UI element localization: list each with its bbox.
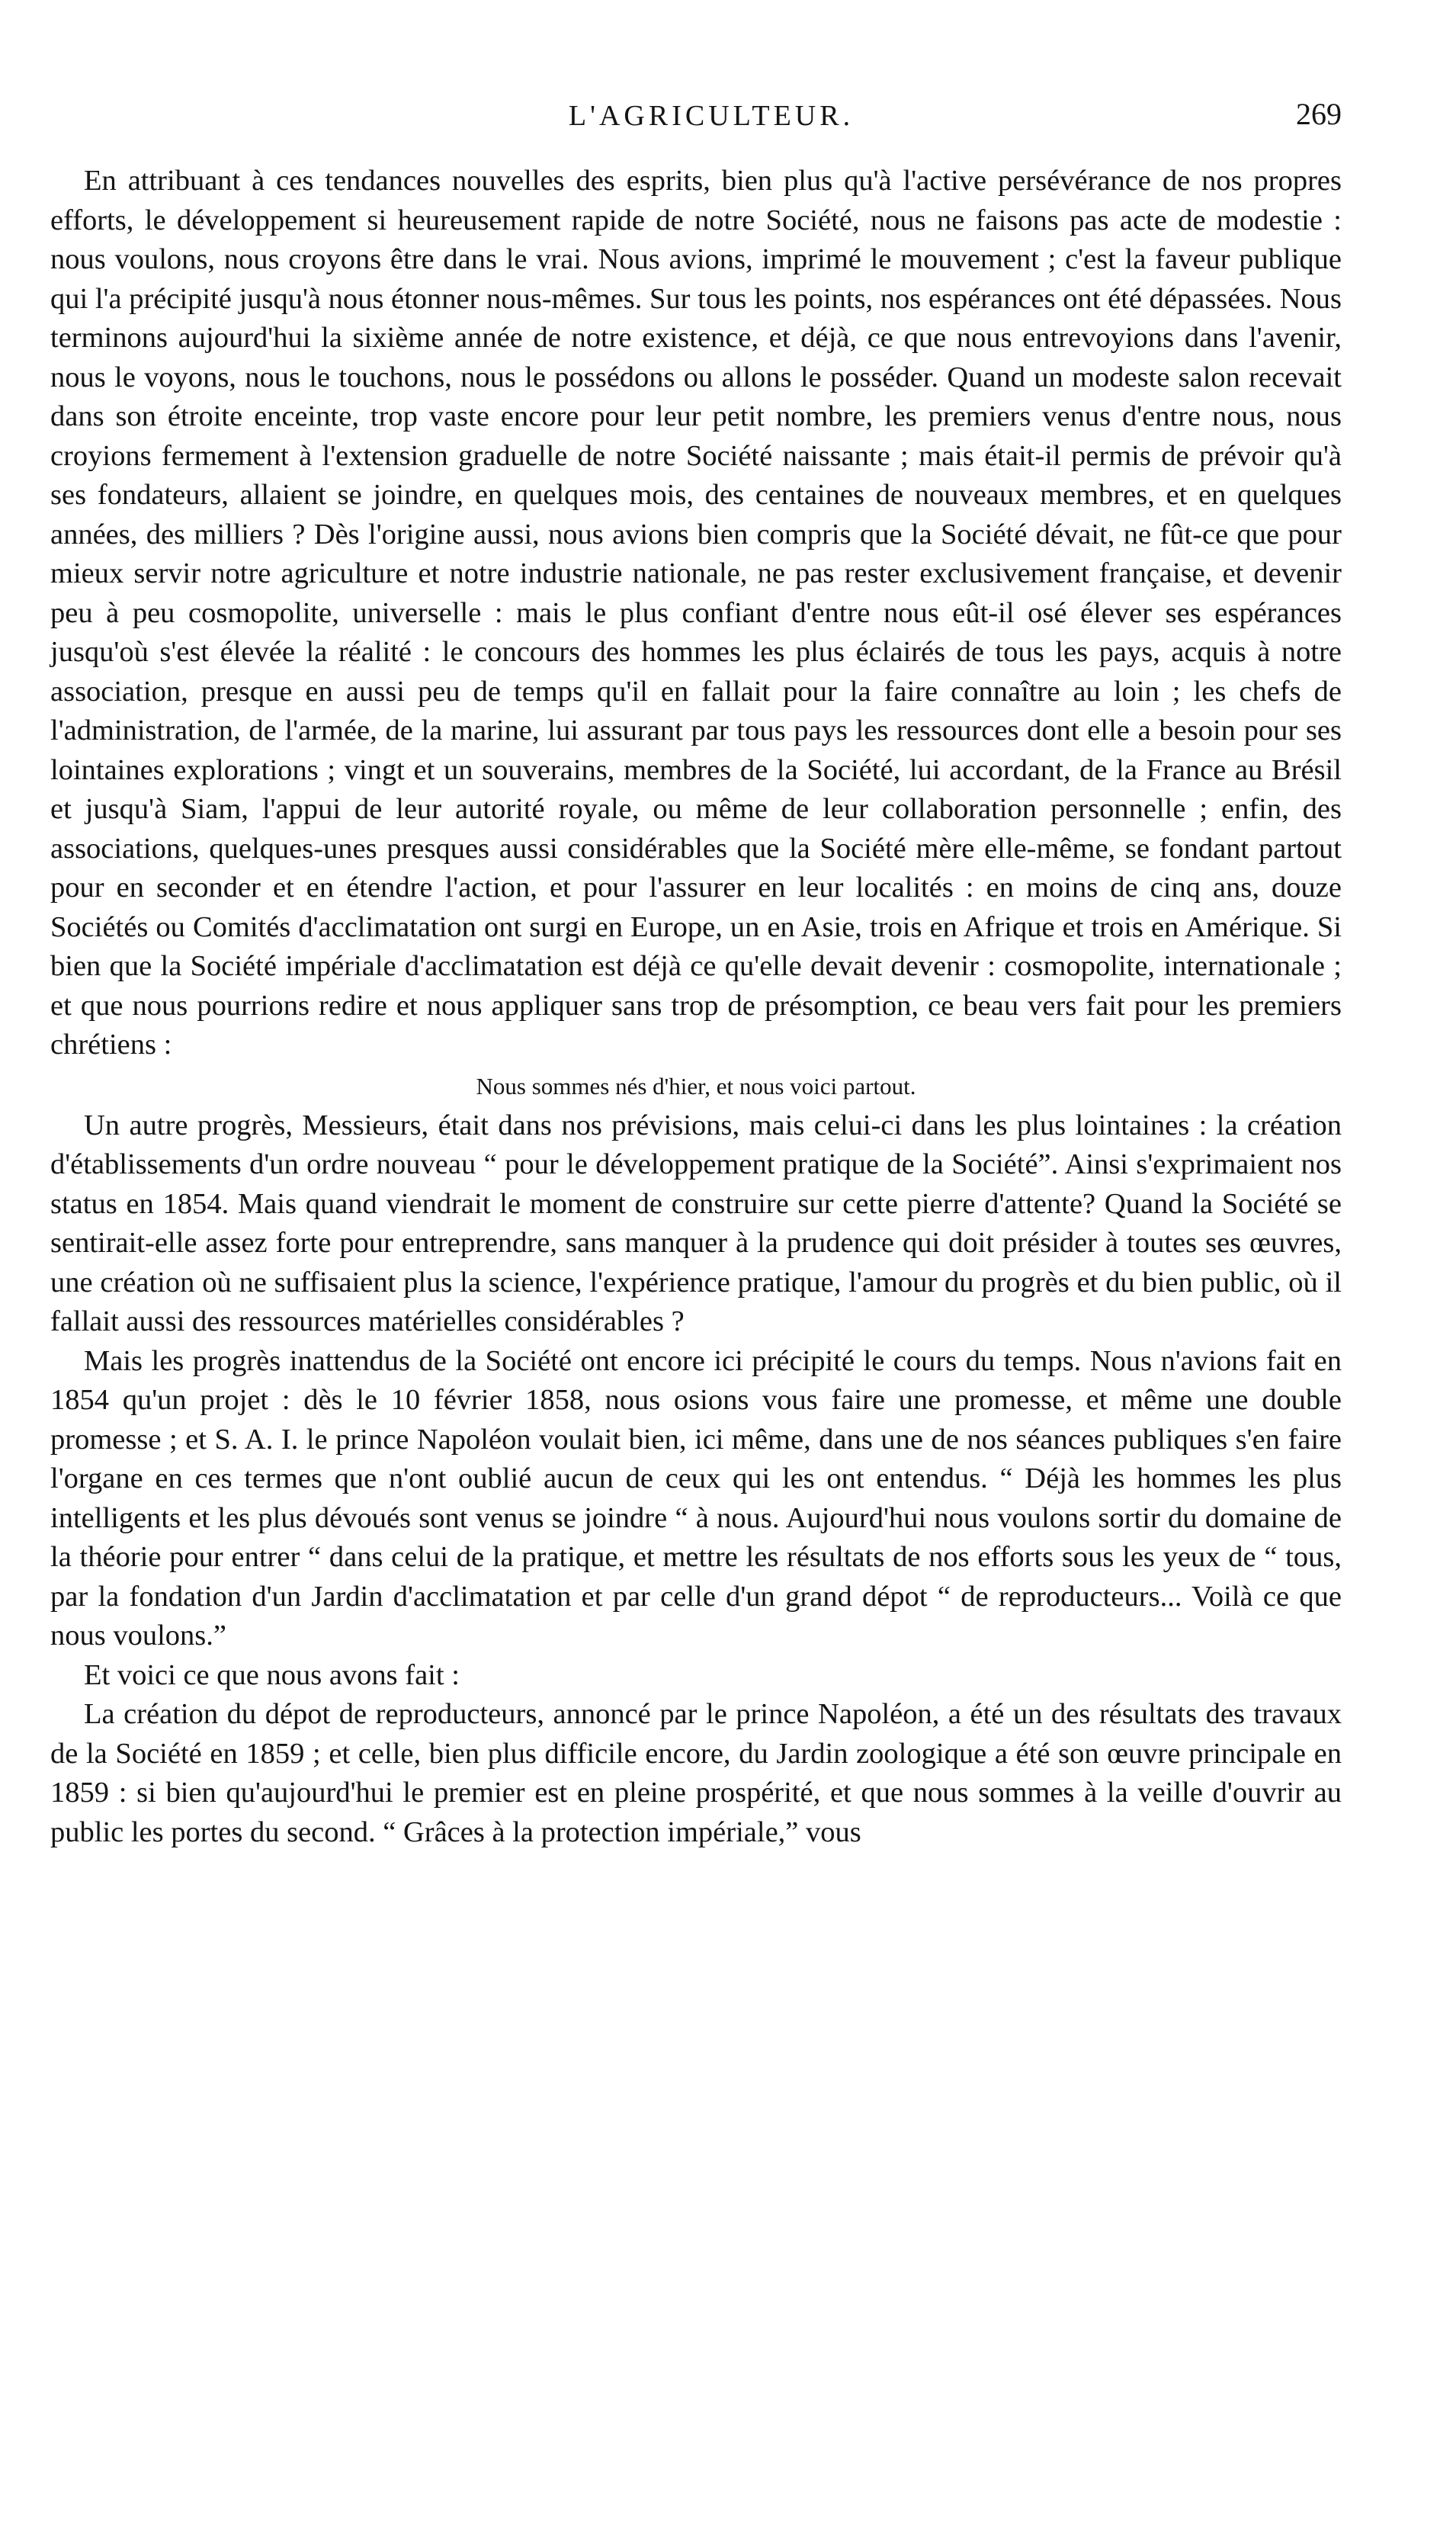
paragraph: En attribuant à ces tendances nouvelles des esprits, bien plus qu'à l'active persévérance de nos propres efforts, le développement si heureusement rapide de notre Société, nous ne faisons pas acte de modestie : nous voulons, nous croyons être dans le vrai. Nous avions, imprimé le mouvement ; c'est la faveur publique qui l'a précipité jusqu'à nous étonner nous-mêmes. Sur tous les points, nos espérances ont été dépassées. Nous terminons aujourd'hui la sixième année de notre existence, et déjà, ce que nous entrevoyions dans l'avenir, nous le voyons, nous le touchons, nous le possédons ou allons le posséder. Quand un modeste salon recevait dans son étroite enceinte, trop vaste encore pour leur petit nombre, les premiers venus d'entre nous, nous croyions fermement à l'extension graduelle de notre Société naissante ; mais était-il permis de prévoir qu'à ses fondateurs, allaient se joindre, en quelques mois, des centaines de nouveaux membres, et en quelques années, des milliers ? Dès l'origine aussi, nous avions bien compris que la Société dévait, ne fût-ce que pour mieux servir notre agriculture et notre industrie nationale, ne pas rester exclusivement française, et devenir peu à peu cosmopolite, universelle : mais le plus confiant d'entre nous eût-il osé élever ses espérances jusqu'où s'est élevée la réalité : le concours des hommes les plus éclairés de tous les pays, acquis à notre association, presque en aussi peu de temps qu'il en fallait pour la faire connaître au loin ; les chefs de l'administration, de l'armée, de la marine, lui assurant par tous pays les ressources dont elle a besoin pour ses lointaines explorations ; vingt et un souverains, membres de la Société, lui accordant, de la France au Brésil et jusqu'à Siam, l'appui de leur autorité royale, ou même de leur collaboration personnelle ; enfin, des associations, quelques-unes presques aussi considérables que la Société mère elle-même, se fondant partout pour en seconder et en étendre l'action, et pour l'assurer en leur localités : en moins de cinq ans, douze Sociétés ou Comités d'acclimatation ont surgi en Europe, un en Asie, trois en Afrique et trois en Amérique. Si bien que la Société impériale d'acclimatation est déjà ce qu'elle devait devenir : cosmopolite, internationale ; et que nous pourrions redire et nous appliquer sans trop de présomption, ce beau vers fait pour les premiers chrétiens : [50,165,1342,1061]
paragraph: La création du dépot de reproducteurs, annoncé par le prince Napoléon, a été un des résultats des travaux de la Société en 1859 ; et celle, bien plus difficile encore, du Jardin zoologique a été son œuvre principale en 1859 : si bien qu'aujourd'hui le premier est en pleine prospérité, et que nous sommes à la veille d'ouvrir au public les portes du second. “ Grâces à la protection impériale,” vous [50,1698,1342,1848]
body-text [50,162,1342,1852]
paragraph: Et voici ce que nous avons fait : [84,1658,460,1691]
running-head: L'AGRICULTEUR. [568,100,855,132]
page-header [50,91,1342,145]
paragraph: Un autre progrès, Messieurs, était dans nos prévisions, mais celui-ci dans les plus lointaines : la création d'établissements d'un ordre nouveau “ pour le développement pratique de la Société”. Ainsi s'exprimaient nos status en 1854. Mais quand viendrait le moment de construire sur cette pierre d'attente? Quand la Société se sentirait-elle assez forte pour entreprendre, sans manquer à la prudence qui doit présider à toutes ses œuvres, une création où ne suffisaient plus la science, l'expérience pratique, l'amour du progrès et du bien public, où il fallait aussi des ressources matérielles considérables ? [50,1109,1342,1337]
paragraph: Mais les progrès inattendus de la Société ont encore ici précipité le cours du temps. Nous n'avions fait en 1854 qu'un projet : dès le 10 février 1858, nous osions vous faire une promesse, et même une double promesse ; et S. A. I. le prince Napoléon voulait bien, ici même, dans une de nos séances publiques s'en faire l'organe en ces termes que n'ont oublié aucun de ceux qui les ont entendus. “ Déjà les hommes les plus intelligents et les plus dévoués sont venus se joindre “ à nous. Aujourd'hui nous voulons sortir du domaine de la théorie pour entrer “ dans celui de la pratique, et mettre les résultats de nos efforts sous les yeux de “ tous, par la fondation d'un Jardin d'acclimatation et par celle d'un grand dépot “ de reproducteurs... Voilà ce que nous voulons.” [50,1344,1342,1652]
quoted-verse: Nous sommes nés d'hier, et nous voici partout. [476,1072,916,1099]
page-number: 269 [1296,97,1342,131]
